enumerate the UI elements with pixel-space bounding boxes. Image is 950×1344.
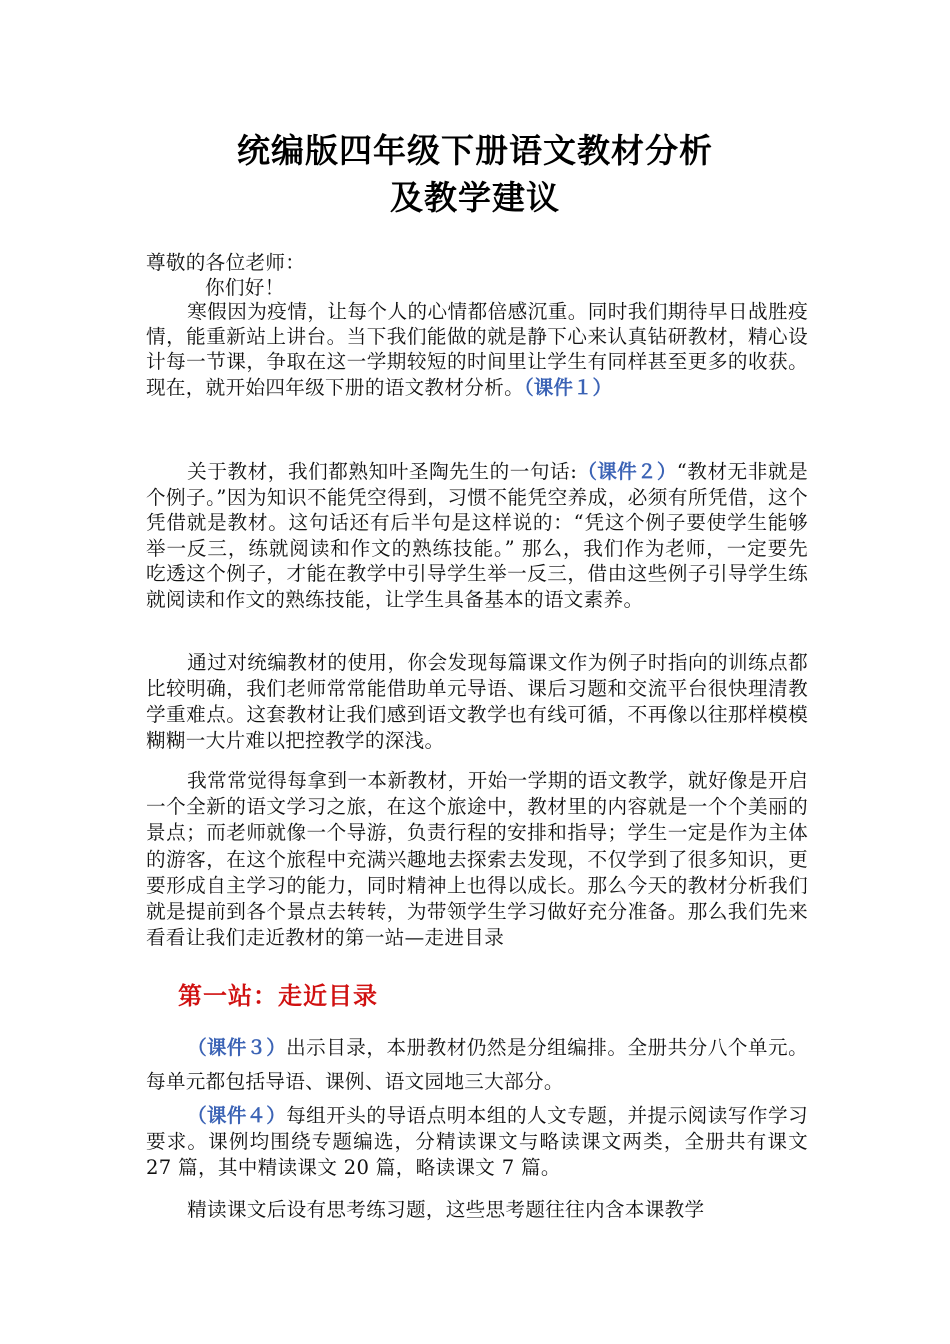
paragraph-intro-text: 寒假因为疫情，让每个人的心情都倍感沉重。同时我们期待早日战胜疫情，能重新站上讲台。当下我们能做的就是静下心来认真钻研教材，精心设计每一节课，争取在这一学期较短的时间里让学生有同样甚至更多的收获。现在，就开始四年级下册的语文教材分析。 (146, 300, 808, 399)
document-title-line2: 及教学建议 (390, 178, 560, 217)
paragraph-unified-textbook: 通过对统编教材的使用，你会发现每篇课文作为例子时指向的训练点都比较明确，我们老师常常能借助单元导语、课后习题和交流平台很快理清教学重难点。这套教材让我们感到语文教学也有线可循，不再像以往那样模模糊糊一大片难以把控教学的深浅。 (146, 651, 808, 752)
courseware-ref-1: （课件１） (523, 375, 613, 399)
paragraph-learning-journey: 我常常觉得每拿到一本新教材，开始一学期的语文教学，就好像是开启一个全新的语文学习之旅，在这个旅途中，教材里的内容就是一个个美丽的景点；而老师就像一个导游，负责行程的安排和指导；学生一定是作为主体的游客，在这个旅程中充满兴趣地去探索去发现，不仅学到了很多知识，更要形成自主学习的能力，同时精神上也得以成长。那么今天的教材分析我们就是提前到各个景点去转转，为带领学生学习做好充分准备。那么我们先来看看让我们走近教材的第一站—走进目录 (146, 769, 808, 950)
salutation: 尊敬的各位老师： (146, 251, 306, 274)
paragraph-table-of-contents-text: 出示目录，本册教材仍然是分组编排。全册共分八个单元。每单元都包括导语、课例、语文园地三大部分。 (146, 1036, 808, 1093)
paragraph-textbook-quote-rest: “教材无非就是个例子。”因为知识不能凭空得到，习惯不能凭空养成，必须有所凭借，这个凭借就是教材。这句话还有后半句是这样说的：“凭这个例子要使学生能够举一反三，练就阅读和作文的熟练技能。” 那么，我们作为老师，一定要先吃透这个例子，才能在教学中引导学生举一反三，借由这些例子引导学生练就阅读和作文的熟练技能，让学生具备基本的语文素养。 (146, 460, 808, 611)
courseware-ref-3: （课件３） (187, 1036, 287, 1059)
paragraph-unit-guide-text: 每组开头的导语点明本组的人文专题，并提示阅读写作学习要求。课例均围绕专题编选，分精读课文与略读课文两类，全册共有课文 27 篇，其中精读课文 20 篇，略读课文 7 篇。 (146, 1104, 808, 1179)
paragraph-textbook-quote (146, 459, 808, 613)
paragraph-intro (146, 299, 808, 400)
greeting: 你们好！ (205, 276, 285, 299)
paragraph-textbook-quote-start: 关于教材，我们都熟知叶圣陶先生的一句话: (187, 460, 578, 483)
paragraph-unit-guide (146, 1103, 808, 1181)
document-title-line1: 统编版四年级下册语文教材分析 (237, 131, 713, 170)
paragraph-table-of-contents (146, 1031, 808, 1099)
paragraph-exercises: 精读课文后设有思考练习题，这些思考题往往内含本课教学 (187, 1198, 705, 1221)
courseware-ref-2: （课件２） (577, 460, 677, 483)
courseware-ref-4: （课件４） (187, 1104, 287, 1127)
section-heading-first-stop: 第一站：走近目录 (178, 981, 378, 1010)
